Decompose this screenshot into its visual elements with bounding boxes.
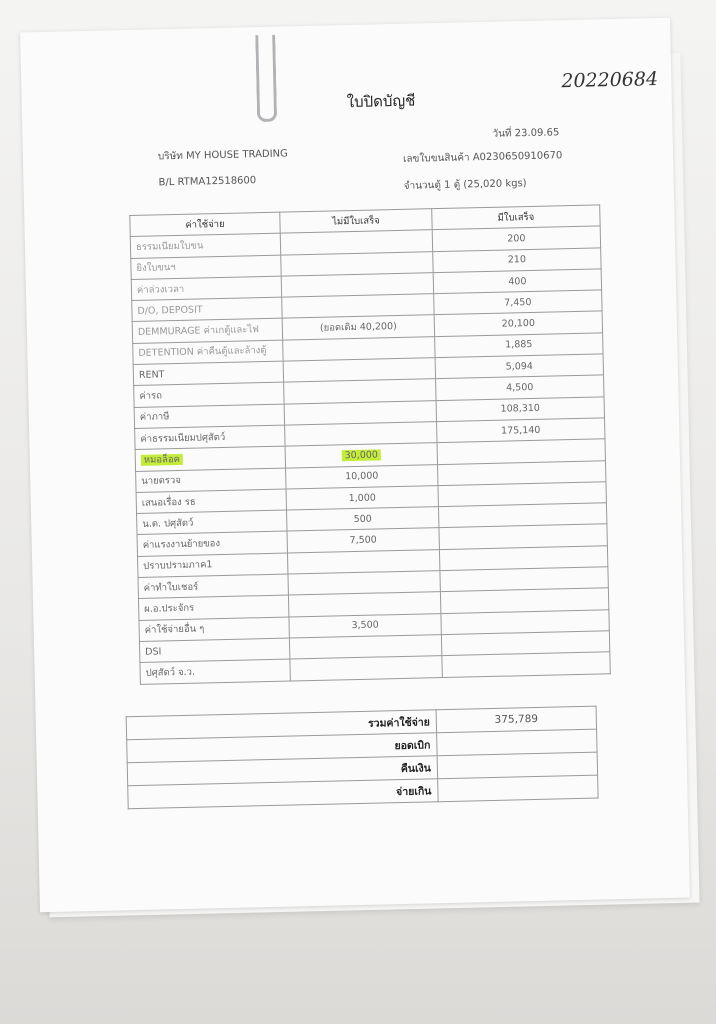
document-title: ใบปิดบัญชี	[346, 91, 416, 112]
no-receipt-amount-text: 500	[353, 513, 372, 525]
summary-label: จ่ายเกิน	[128, 779, 438, 809]
expense-label-text: D/O, DEPOSIT	[137, 304, 203, 317]
expense-label-text: ยิงใบขนฯ	[136, 262, 176, 275]
expense-label-text: ค่าทำใบเชอร์	[143, 581, 199, 594]
summary-label: ยอดเบิก	[127, 733, 437, 763]
no-receipt-amount-text: 7,500	[349, 534, 377, 547]
expense-label-text: ค่าธรรมเนียมปศุสัตว์	[140, 431, 226, 445]
receipt-amount-text: 4,500	[506, 381, 534, 394]
expense-table	[129, 204, 611, 684]
document-page	[20, 18, 690, 913]
handwritten-reference: 20220684	[561, 68, 659, 93]
receipt-amount-text: 108,310	[500, 403, 541, 415]
highlighted-label: หมอล็อค	[141, 454, 183, 466]
expense-label-text: DSI	[145, 646, 162, 658]
summary-label: รวมค่าใช้จ่าย	[126, 710, 436, 740]
expense-label-text: ธรรมเนียมใบขน	[135, 240, 204, 253]
summary-value: 375,789	[436, 706, 596, 733]
expense-label-text: ปศุสัตว์ จ.ว.	[145, 666, 196, 679]
summary-label: คืนเงิน	[127, 756, 437, 786]
expense-label-text: ค่ารถ	[139, 390, 163, 402]
expense-label-text: ผ.อ.ประจักร	[144, 602, 195, 615]
no-receipt-amount-text: 3,500	[351, 619, 379, 632]
expense-label-text: DEMMURAGE ค่าเกตู้และไฟ	[137, 324, 260, 339]
expense-label-text: ค่าภาษี	[139, 411, 170, 424]
receipt-amount-text: 210	[507, 254, 527, 266]
no-receipt-amount	[290, 656, 442, 681]
date-text: วันที่ 23.09.65	[492, 127, 560, 140]
receipt-amount-text: 400	[508, 275, 527, 288]
receipt-amount-text: 1,885	[505, 339, 533, 351]
company-name: บริษัท MY HOUSE TRADING	[157, 148, 288, 163]
no-receipt-amount-text: 1,000	[348, 492, 376, 504]
no-receipt-amount-text: 10,000	[345, 470, 379, 483]
invoice-number: เลขใบขนสินค้า A0230650910670	[402, 150, 563, 165]
summary-table	[126, 706, 599, 810]
container-quantity: จำนวนตู้ 1 ตู้ (25,020 kgs)	[403, 178, 527, 192]
header-receipt: มีใบเสร็จ	[432, 205, 600, 230]
receipt-amount	[442, 652, 610, 677]
receipt-amount-text: 7,450	[504, 296, 532, 309]
expense-label-text: ค่าแรงงานย้ายของ	[142, 538, 221, 551]
expense-label-text: นายตรวจ	[141, 475, 182, 488]
highlighted-amount: 30,000	[342, 449, 381, 461]
summary-value	[438, 775, 598, 802]
receipt-amount-text: 20,100	[501, 318, 536, 330]
expense-label-text: ค่าใช้จ่ายอื่น ๆ	[144, 623, 205, 637]
bl-number: B/L RTMA12518600	[158, 175, 257, 189]
receipt-amount-text: 175,140	[500, 424, 541, 437]
paperclip-icon	[255, 35, 277, 122]
receipt-amount-text: 5,094	[505, 360, 534, 373]
expense-label	[140, 659, 290, 684]
no-receipt-amount-text: (ยอดเดิม 40,200)	[319, 321, 397, 334]
expense-label-text: RENT	[138, 369, 165, 381]
expense-label-text: ค่าล่วงเวลา	[136, 283, 185, 296]
receipt-amount-text: 200	[507, 233, 526, 245]
expense-label-text: น.ต. ปศุสัตว์	[142, 517, 194, 530]
expense-label-text: DETENTION ค่าคืนตู้และล้างตู้	[138, 345, 267, 360]
header-no-receipt: ไม่มีใบเสร็จ	[280, 209, 432, 234]
expense-label-text: ปราบปรามภาค1	[143, 559, 213, 573]
header-expense: ค่าใช้จ่าย	[130, 212, 280, 237]
expense-label-text: เสนอเรื่อง รธ	[141, 496, 196, 509]
